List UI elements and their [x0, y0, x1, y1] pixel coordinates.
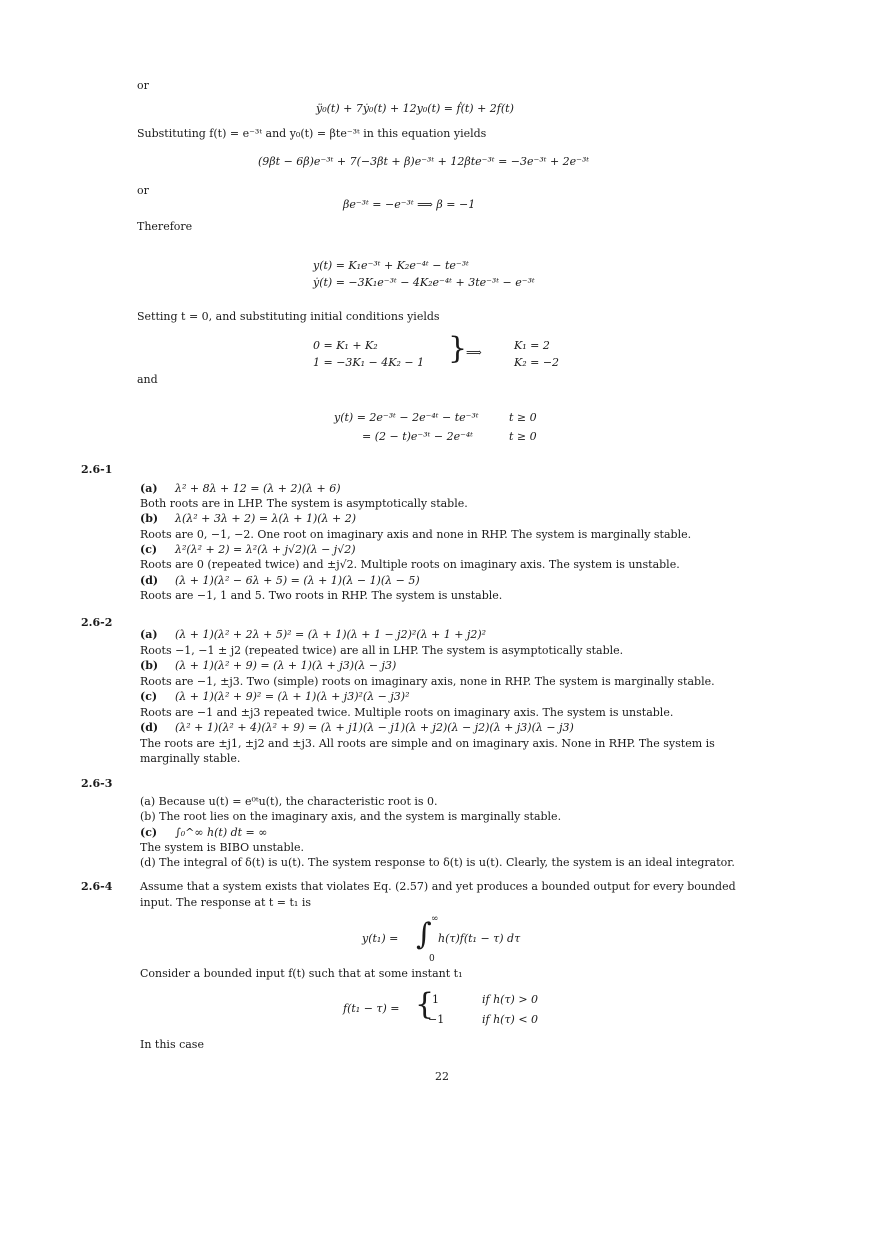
equation-substitution: (9βt − 6β)e⁻³ᵗ + 7(−3βt + β)e⁻³ᵗ + 12βte⁻³ᵗ = −3e⁻³ᵗ + 2e⁻³ᵗ — [258, 155, 590, 168]
final-condition-1: t ≥ 0 — [509, 411, 537, 424]
equation-ode: ÿ₀(t) + 7ẏ₀(t) + 12y₀(t) = ḟ(t) + 2f(t) — [316, 102, 514, 115]
answer-text: marginally stable. — [140, 752, 241, 765]
equation: (λ + 1)(λ² + 9) = (λ + 1)(λ + j3)(λ − j3) — [175, 659, 397, 672]
equation: (λ + 1)(λ² + 9)² = (λ + 1)(λ + j3)²(λ − j3)² — [175, 690, 410, 703]
equation-y: y(t) = K₁e⁻³ᵗ + K₂e⁻⁴ᵗ − te⁻³ᵗ — [313, 259, 469, 272]
answer-text: Assume that a system exists that violates Eq. (2.57) and yet produces a bounded output for every bounded — [140, 880, 736, 893]
case-1-value: 1 — [432, 993, 439, 1006]
page-number: 22 — [435, 1070, 449, 1083]
equation: λ(λ² + 3λ + 2) = λ(λ + 1)(λ + 2) — [175, 512, 357, 525]
k2-value: K₂ = −2 — [514, 356, 560, 369]
final-solution-1: y(t) = 2e⁻³ᵗ − 2e⁻⁴ᵗ − te⁻³ᵗ — [334, 411, 479, 424]
case-2-condition: if h(τ) < 0 — [482, 1013, 539, 1026]
answer-text: (d) The integral of δ(t) is u(t). The system response to δ(t) is u(t). Clearly, the system is an ideal integrator. — [140, 856, 735, 869]
answer-text: Roots −1, −1 ± j2 (repeated twice) are all in LHP. The system is asymptotically stable. — [140, 644, 624, 657]
equation: λ²(λ² + 2) = λ²(λ + j√2)(λ − j√2) — [175, 543, 356, 556]
part-label: (d) — [140, 574, 159, 587]
problem-number-2-6-1: 2.6-1 — [81, 463, 113, 476]
case-1-condition: if h(τ) > 0 — [482, 993, 539, 1006]
piecewise-lhs: f(t₁ − τ) = — [343, 1002, 400, 1015]
answer-text: Roots are 0 (repeated twice) and ±j√2. Multiple roots on imaginary axis. The system is unstable. — [140, 558, 680, 571]
answer-text: Roots are 0, −1, −2. One root on imaginary axis and none in RHP. The system is marginally stable. — [140, 528, 692, 541]
equation: (λ² + 1)(λ² + 4)(λ² + 9) = (λ + j1)(λ − j1)(λ + j2)(λ − j2)(λ + j3)(λ − j3) — [175, 721, 574, 734]
answer-text: (b) The root lies on the imaginary axis, and the system is marginally stable. — [140, 810, 562, 823]
problem-number-2-6-4: 2.6-4 — [81, 880, 113, 893]
equation: ∫₀^∞ h(t) dt = ∞ — [175, 826, 268, 839]
answer-text: Both roots are in LHP. The system is asymptotically stable. — [140, 497, 468, 510]
answer-text: Roots are −1, 1 and 5. Two roots in RHP. The system is unstable. — [140, 589, 503, 602]
integral-lower-limit: 0 — [429, 954, 435, 964]
equation: (λ + 1)(λ² + 2λ + 5)² = (λ + 1)(λ + 1 − j2)²(λ + 1 + j2)² — [175, 628, 487, 641]
part-label: (c) — [140, 690, 158, 703]
integral-sign: ∫ — [416, 917, 432, 952]
equation: λ² + 8λ + 12 = (λ + 2)(λ + 6) — [175, 482, 341, 495]
text-setting: Setting t = 0, and substituting initial conditions yields — [137, 310, 440, 323]
part-label: (c) — [140, 543, 158, 556]
case-2-value: −1 — [428, 1013, 445, 1026]
final-condition-2: t ≥ 0 — [509, 430, 537, 443]
equation-ydot: ẏ(t) = −3K₁e⁻³ᵗ − 4K₂e⁻⁴ᵗ + 3te⁻³ᵗ − e⁻³ᵗ — [313, 276, 535, 289]
text-or-2: or — [137, 184, 149, 197]
answer-text: Consider a bounded input f(t) such that at some instant t₁ — [140, 967, 463, 980]
text-substituting: Substituting f(t) = e⁻³ᵗ and y₀(t) = βte⁻³ᵗ in this equation yields — [137, 127, 487, 140]
part-label: (d) — [140, 721, 159, 734]
equation: (λ + 1)(λ² − 6λ + 5) = (λ + 1)(λ − 1)(λ − 5) — [175, 574, 420, 587]
answer-text: Roots are −1 and ±j3 repeated twice. Multiple roots on imaginary axis. The system is unstable. — [140, 706, 674, 719]
part-label: (b) — [140, 512, 159, 525]
answer-text: In this case — [140, 1038, 204, 1051]
problem-number-2-6-2: 2.6-2 — [81, 616, 113, 629]
system-line-2: 1 = −3K₁ − 4K₂ − 1 — [313, 356, 425, 369]
part-label: (c) — [140, 826, 158, 839]
k1-value: K₁ = 2 — [514, 339, 550, 352]
answer-text: The system is BIBO unstable. — [140, 841, 305, 854]
part-label: (a) — [140, 628, 158, 641]
right-brace: } — [448, 331, 468, 366]
final-solution-2: = (2 − t)e⁻³ᵗ − 2e⁻⁴ᵗ — [362, 430, 474, 443]
part-label: (a) — [140, 482, 158, 495]
problem-number-2-6-3: 2.6-3 — [81, 777, 113, 790]
answer-text: Roots are −1, ±j3. Two (simple) roots on imaginary axis, none in RHP. The system is marginally stable. — [140, 675, 715, 688]
integral-rhs: h(τ)f(t₁ − τ) dτ — [438, 932, 521, 945]
answer-text: input. The response at t = t₁ is — [140, 896, 311, 909]
integral-lhs: y(t₁) = — [362, 932, 399, 945]
implies-arrow: ⟹ — [466, 346, 482, 359]
integral-upper-limit: ∞ — [431, 914, 439, 924]
answer-text: (a) Because u(t) = e⁰ᵗu(t), the characteristic root is 0. — [140, 795, 438, 808]
text-and: and — [137, 373, 158, 386]
system-line-1: 0 = K₁ + K₂ — [313, 339, 378, 352]
text-or-1: or — [137, 79, 149, 92]
text-therefore: Therefore — [137, 220, 193, 233]
answer-text: The roots are ±j1, ±j2 and ±j3. All roots are simple and on imaginary axis. None in RHP. The system is — [140, 737, 715, 750]
part-label: (b) — [140, 659, 159, 672]
left-brace: { — [415, 987, 435, 1022]
equation-beta: βe⁻³ᵗ = −e⁻³ᵗ ⟹ β = −1 — [343, 198, 476, 211]
